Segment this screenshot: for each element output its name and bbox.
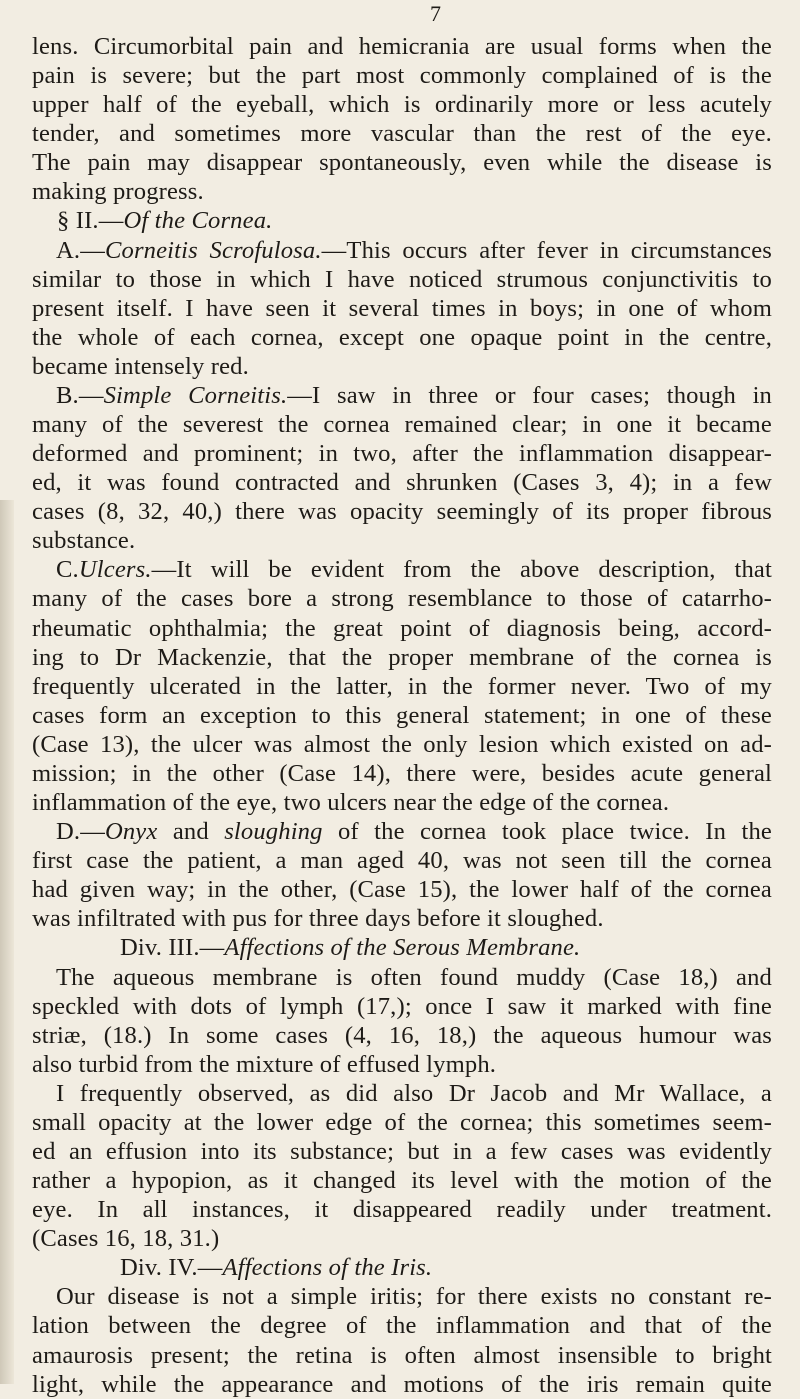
text-line	[32, 294, 772, 323]
text-run: upper half of the eyeball, which is ordinarily more or less acutely	[32, 91, 772, 119]
text-line	[32, 584, 772, 613]
text-line	[32, 817, 772, 846]
text-line	[32, 1341, 772, 1370]
text-line	[32, 1282, 772, 1311]
text-run: present itself. I have seen it several times in boys; in one of whom	[32, 294, 772, 322]
text-run: many of the severest the cornea remained clear; in one it became	[32, 411, 772, 439]
text-run: cases form an exception to this general statement; in one of these	[32, 701, 772, 729]
text-run: also turbid from the mixture of effused lymph.	[32, 1050, 497, 1078]
italic-run: Affections of the Serous Membrane.	[224, 934, 581, 962]
text-run: first case the patient, a man aged 40, was not seen till the cornea	[32, 847, 772, 875]
text-line	[32, 61, 772, 90]
text-line	[32, 1253, 772, 1282]
text-run: striæ, (18.) In some cases (4, 16, 18,) the aqueous humour was	[32, 1021, 772, 1049]
text-run: mission; in the other (Case 14), there were, besides acute general	[32, 759, 772, 787]
text-line	[32, 1370, 772, 1399]
text-line	[32, 177, 772, 206]
text-run: The pain may disappear spontaneously, even while the disease is	[32, 149, 772, 177]
text-run: cases (8, 32, 40,) there was opacity seemingly of its proper fibrous	[32, 498, 772, 526]
text-run: ing to Dr Mackenzie, that the proper membrane of the cornea is	[32, 643, 772, 671]
text-run: eye. In all instances, it disappeared readily under treatment.	[32, 1196, 772, 1224]
text-line	[32, 265, 772, 294]
text-line	[32, 526, 772, 555]
text-line	[32, 119, 772, 148]
text-line	[32, 1108, 772, 1137]
text-run: deformed and prominent; in two, after the inflammation disappear-	[32, 440, 772, 468]
text-run: amaurosis present; the retina is often almost insensible to bright	[32, 1341, 772, 1369]
text-line	[32, 614, 772, 643]
text-run: (Cases 16, 18, 31.)	[32, 1225, 220, 1253]
text-line	[32, 468, 772, 497]
text-line	[32, 497, 772, 526]
text-run: light, while the appearance and motions of the iris remain quite	[32, 1370, 772, 1398]
text-run: and	[157, 818, 225, 846]
text-run: —It will be evident from the above description, that	[151, 556, 772, 584]
text-line	[32, 759, 772, 788]
text-run: ed, it was found contracted and shrunken (Cases 3, 4); in a few	[32, 469, 772, 497]
italic-run: Onyx	[104, 818, 158, 846]
italic-run: Corneitis Scrofulosa.	[104, 236, 322, 264]
text-line	[32, 32, 772, 61]
page-body-text	[32, 32, 772, 1399]
section-label: B.—	[56, 381, 104, 409]
section-label: D.—	[56, 818, 105, 846]
text-line	[32, 1224, 772, 1253]
text-run: pain is severe; but the part most commonly complained of is the	[32, 62, 772, 90]
text-run: small opacity at the lower edge of the cornea; this sometimes seem-	[32, 1108, 772, 1136]
text-run: inflammation of the eye, two ulcers near the edge of the cornea.	[32, 789, 670, 817]
italic-run: Simple Corneitis.	[103, 381, 288, 409]
text-run: many of the cases bore a strong resemblance to those of catarrho-	[32, 585, 772, 613]
text-run: (Case 13), the ulcer was almost the only lesion which existed on ad-	[32, 730, 772, 758]
text-line	[32, 788, 772, 817]
section-label: C.	[56, 556, 79, 584]
text-run: of the cornea took place twice. In the	[322, 818, 772, 846]
text-run: lation between the degree of the inflammation and that of the	[32, 1312, 772, 1340]
text-line	[32, 933, 772, 962]
text-line	[32, 90, 772, 119]
text-run: —I saw in three or four cases; though in	[287, 381, 772, 409]
text-run: making progress.	[32, 178, 204, 206]
italic-run: sloughing	[224, 818, 323, 846]
text-run: —This occurs after fever in circumstances	[321, 236, 773, 264]
text-line	[32, 410, 772, 439]
text-line	[32, 1311, 772, 1340]
italic-run: Ulcers.	[78, 556, 152, 584]
text-line	[32, 1137, 772, 1166]
text-line	[32, 730, 772, 759]
text-line	[32, 1079, 772, 1108]
text-line	[32, 846, 772, 875]
text-run: similar to those in which I have noticed strumous conjunctivitis to	[32, 265, 772, 293]
text-line	[32, 1050, 772, 1079]
text-line	[32, 439, 772, 468]
text-line	[32, 963, 772, 992]
italic-run: Affections of the Iris.	[222, 1254, 433, 1282]
text-line	[32, 1021, 772, 1050]
text-run: the whole of each cornea, except one opaque point in the centre,	[32, 323, 772, 351]
italic-run: Of the Cornea.	[123, 207, 273, 235]
text-run: frequently ulcerated in the latter, in the former never. Two of my	[32, 672, 772, 700]
section-label: Div. IV.—	[120, 1254, 223, 1282]
section-label: A.—	[56, 236, 105, 264]
text-run: tender, and sometimes more vascular than the rest of the eye.	[32, 120, 772, 148]
text-line	[32, 381, 772, 410]
text-line	[32, 1195, 772, 1224]
text-line	[32, 672, 772, 701]
text-run: became intensely red.	[32, 352, 249, 380]
page-number: 7	[430, 1, 441, 26]
text-run: Our disease is not a simple iritis; for there exists no constant re-	[56, 1283, 772, 1311]
text-line	[32, 643, 772, 672]
text-run: lens. Circumorbital pain and hemicrania are usual forms when the	[32, 33, 772, 60]
text-run: substance.	[32, 527, 136, 555]
text-line	[32, 992, 772, 1021]
text-run: was infiltrated with pus for three days before it sloughed.	[32, 905, 604, 933]
text-run: I frequently observed, as did also Dr Jacob and Mr Wallace, a	[56, 1079, 772, 1107]
text-run: The aqueous membrane is often found muddy (Case 18,) and	[56, 963, 772, 991]
text-line	[32, 352, 772, 381]
section-label: § II.—	[57, 207, 124, 235]
text-line	[32, 701, 772, 730]
text-line	[32, 323, 772, 352]
text-run: rheumatic ophthalmia; the great point of diagnosis being, accord-	[32, 614, 772, 642]
text-line	[32, 206, 772, 235]
page-gutter-shadow	[0, 500, 14, 1384]
text-run: had given way; in the other, (Case 15), the lower half of the cornea	[32, 876, 772, 904]
text-run: speckled with dots of lymph (17,); once I saw it marked with fine	[32, 992, 772, 1020]
text-line	[32, 236, 772, 265]
section-label: Div. III.—	[120, 934, 225, 962]
text-run: ed an effusion into its substance; but in a few cases was evidently	[32, 1137, 772, 1165]
text-line	[32, 875, 772, 904]
text-line	[32, 1166, 772, 1195]
text-line	[32, 904, 772, 933]
text-line	[32, 555, 772, 584]
text-line	[32, 148, 772, 177]
text-run: rather a hypopion, as it changed its level with the motion of the	[32, 1167, 772, 1195]
